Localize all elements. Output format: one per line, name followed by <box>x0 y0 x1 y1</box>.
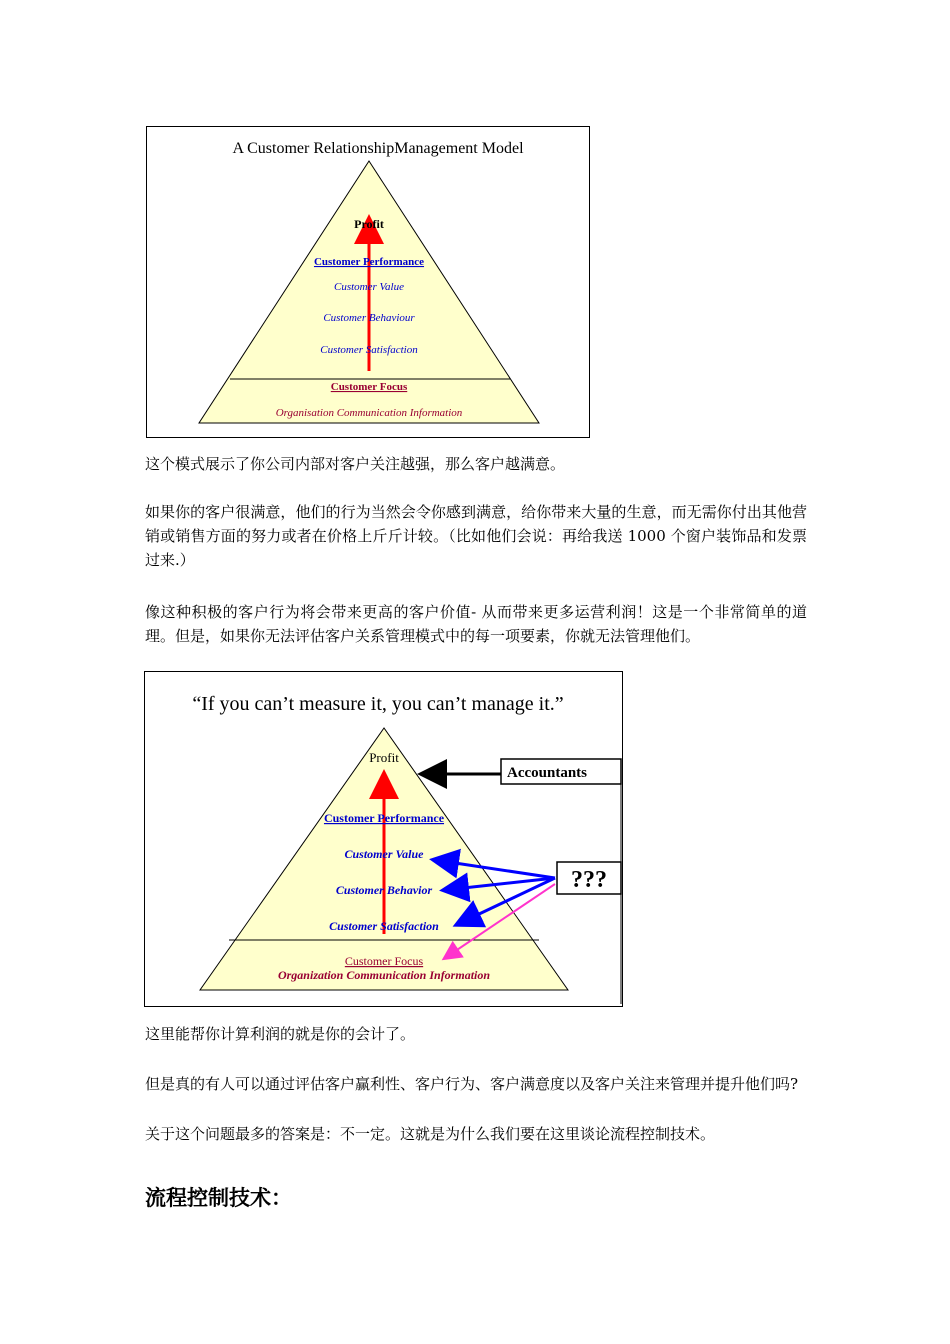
customer-performance-label-2: Customer Performance <box>323 811 445 825</box>
paragraph-6: 关于这个问题最多的答案是：不一定。这就是为什么我们要在这里谈论流程控制技术。 <box>145 1125 716 1143</box>
profit-label-2: Profit <box>369 750 399 765</box>
foundation-label-2: Organization Communication Information <box>277 968 491 982</box>
profit-label: Profit <box>354 217 384 231</box>
crm-model-diagram <box>147 127 589 437</box>
paragraph-5: 但是真的有人可以通过评估客户赢利性、客户行为、客户满意度以及客户关注来管理并提升他们吗? <box>145 1075 799 1093</box>
customer-value-label-2: Customer Value <box>344 847 424 861</box>
question-marks-label: ??? <box>571 867 607 893</box>
measure-manage-diagram <box>145 672 622 1006</box>
customer-value-label: Customer Value <box>334 281 404 293</box>
figure2-title: “If you can’t measure it, you can’t manage it.” <box>192 693 564 715</box>
crm-model-figure <box>146 126 590 438</box>
customer-performance-label: Customer Performance <box>313 256 425 268</box>
accountants-label: Accountants <box>507 765 588 781</box>
paragraph-1: 这个模式展示了你公司内部对客户关注越强，那么客户越满意。 <box>145 455 566 473</box>
paragraph-4: 这里能帮你计算利润的就是你的会计了。 <box>145 1025 416 1043</box>
paragraph-2: 如果你的客户很满意，他们的行为当然会令你感到满意，给你带来大量的生意，而无需你付出其他营销或销售方面的努力或者在价格上斤斤计较。（比如他们会说：再给我送 1000 个窗户装饰品和发票过来.） <box>145 503 807 569</box>
customer-behaviour-label: Customer Behaviour <box>323 312 415 324</box>
foundation-label: Organisation Communication Information <box>275 407 463 419</box>
customer-satisfaction-label: Customer Satisfaction <box>320 344 418 356</box>
figure1-title: A Customer RelationshipManagement Model <box>232 140 524 157</box>
section-heading: 流程控制技术： <box>145 1186 292 1210</box>
measure-manage-figure <box>144 671 623 1007</box>
customer-behavior-label-2: Customer Behavior <box>335 883 433 897</box>
customer-focus-label: Customer Focus <box>330 381 408 393</box>
paragraph-3: 像这种积极的客户行为将会带来更高的客户价值- 从而带来更多运营利润！这是一个非常简单的道理。但是，如果你无法评估客户关系管理模式中的每一项要素，你就无法管理他们。 <box>145 603 807 645</box>
customer-focus-label-2: Customer Focus <box>344 954 424 968</box>
customer-satisfaction-label-2: Customer Satisfaction <box>329 919 439 933</box>
